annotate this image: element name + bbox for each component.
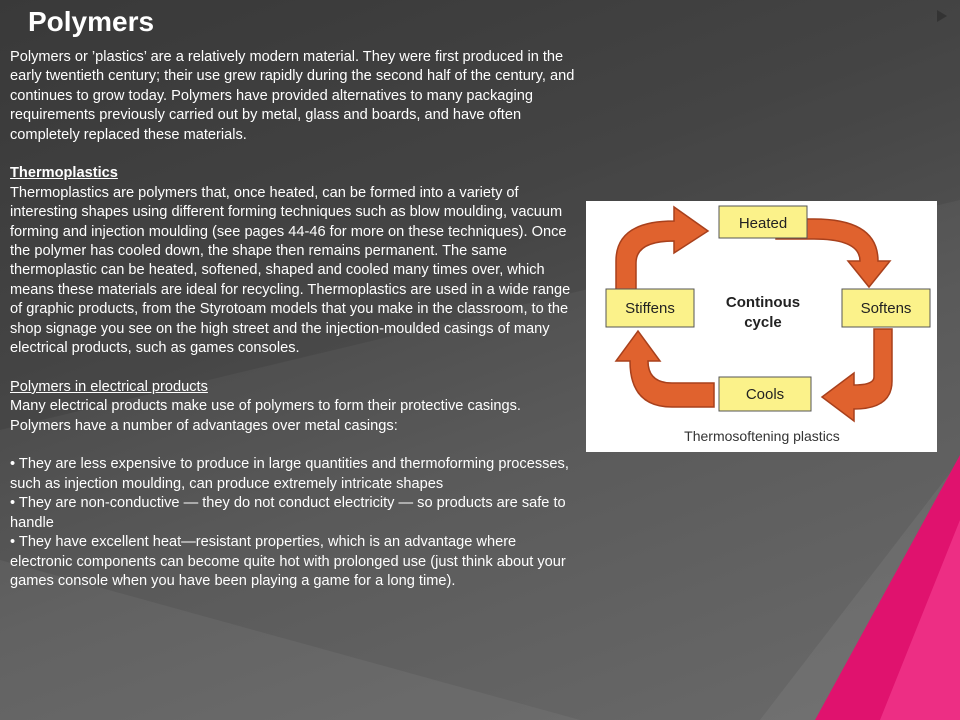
bullet-item: • They have excellent heat—resistant properties, which is an advantage where electronic components can become quite hot with prolonged use (just think about your games console when you have been playing a game for a long time). xyxy=(10,534,566,589)
thermoplastics-heading: Thermoplastics xyxy=(10,165,118,182)
electrical-paragraph: Many electrical products make use of polymers to form their protective casings. Polymers have a number of advantages over metal casings: xyxy=(10,398,521,434)
bullet-item: • They are non-conductive — they do not conduct electricity — so products are safe to handle xyxy=(10,495,566,531)
step-softens xyxy=(842,289,930,327)
step-softens-label: Softens xyxy=(860,300,912,317)
center-label-line2: cycle xyxy=(744,314,782,331)
center-label-line1: Continous xyxy=(725,294,801,311)
slide-body xyxy=(10,48,576,591)
thermosoftening-cycle-diagram xyxy=(586,201,937,452)
bullet-item: • They are less expensive to produce in large quantities and thermoforming processes, such as injection moulding, can produce extremely intricate shapes xyxy=(10,456,569,492)
arrow-stiffens-to-heated xyxy=(616,207,708,291)
step-cools-label: Cools xyxy=(745,386,785,403)
arrow-softens-to-cools xyxy=(822,329,892,421)
step-heated xyxy=(719,206,807,238)
intro-paragraph: Polymers or ’plastics’ are a relatively modern material. They were first produced in the early twentieth century; their use grew rapidly during the second half of the century, and continues to grow today. Polymers have provided alternatives to many packaging requirements previously carried out by metal, glass and boards, and have often completely replaced these materials. xyxy=(10,49,575,143)
electrical-heading: Polymers in electrical products xyxy=(10,378,208,395)
diagram-caption: Thermosoftening plastics xyxy=(684,428,840,444)
step-cools xyxy=(719,377,811,411)
thermoplastics-paragraph: Thermoplastics are polymers that, once heated, can be formed into a variety of interesting shapes using different forming techniques such as blow moulding, vacuum forming and injection moulding (see pages 44-46 for more on these techniques). Once the polymer has cooled down, the shape then remains permanent. The same thermoplastic can be heated, softened, shaped and cooled many times over, which means these materials are ideal for recycling. Thermoplastics are used in a wide range of graphic products, from the Styrotoam models that you make in the classroom, to the shop signage you see on the high street and the injection-moulded casings of many electrical products, such as games consoles. xyxy=(10,184,571,357)
arrow-cools-to-stiffens xyxy=(616,331,714,407)
step-heated-label: Heated xyxy=(738,215,788,232)
slide-title: Polymers xyxy=(28,6,155,37)
step-stiffens-label: Stiffens xyxy=(625,300,675,317)
step-stiffens xyxy=(606,289,694,327)
